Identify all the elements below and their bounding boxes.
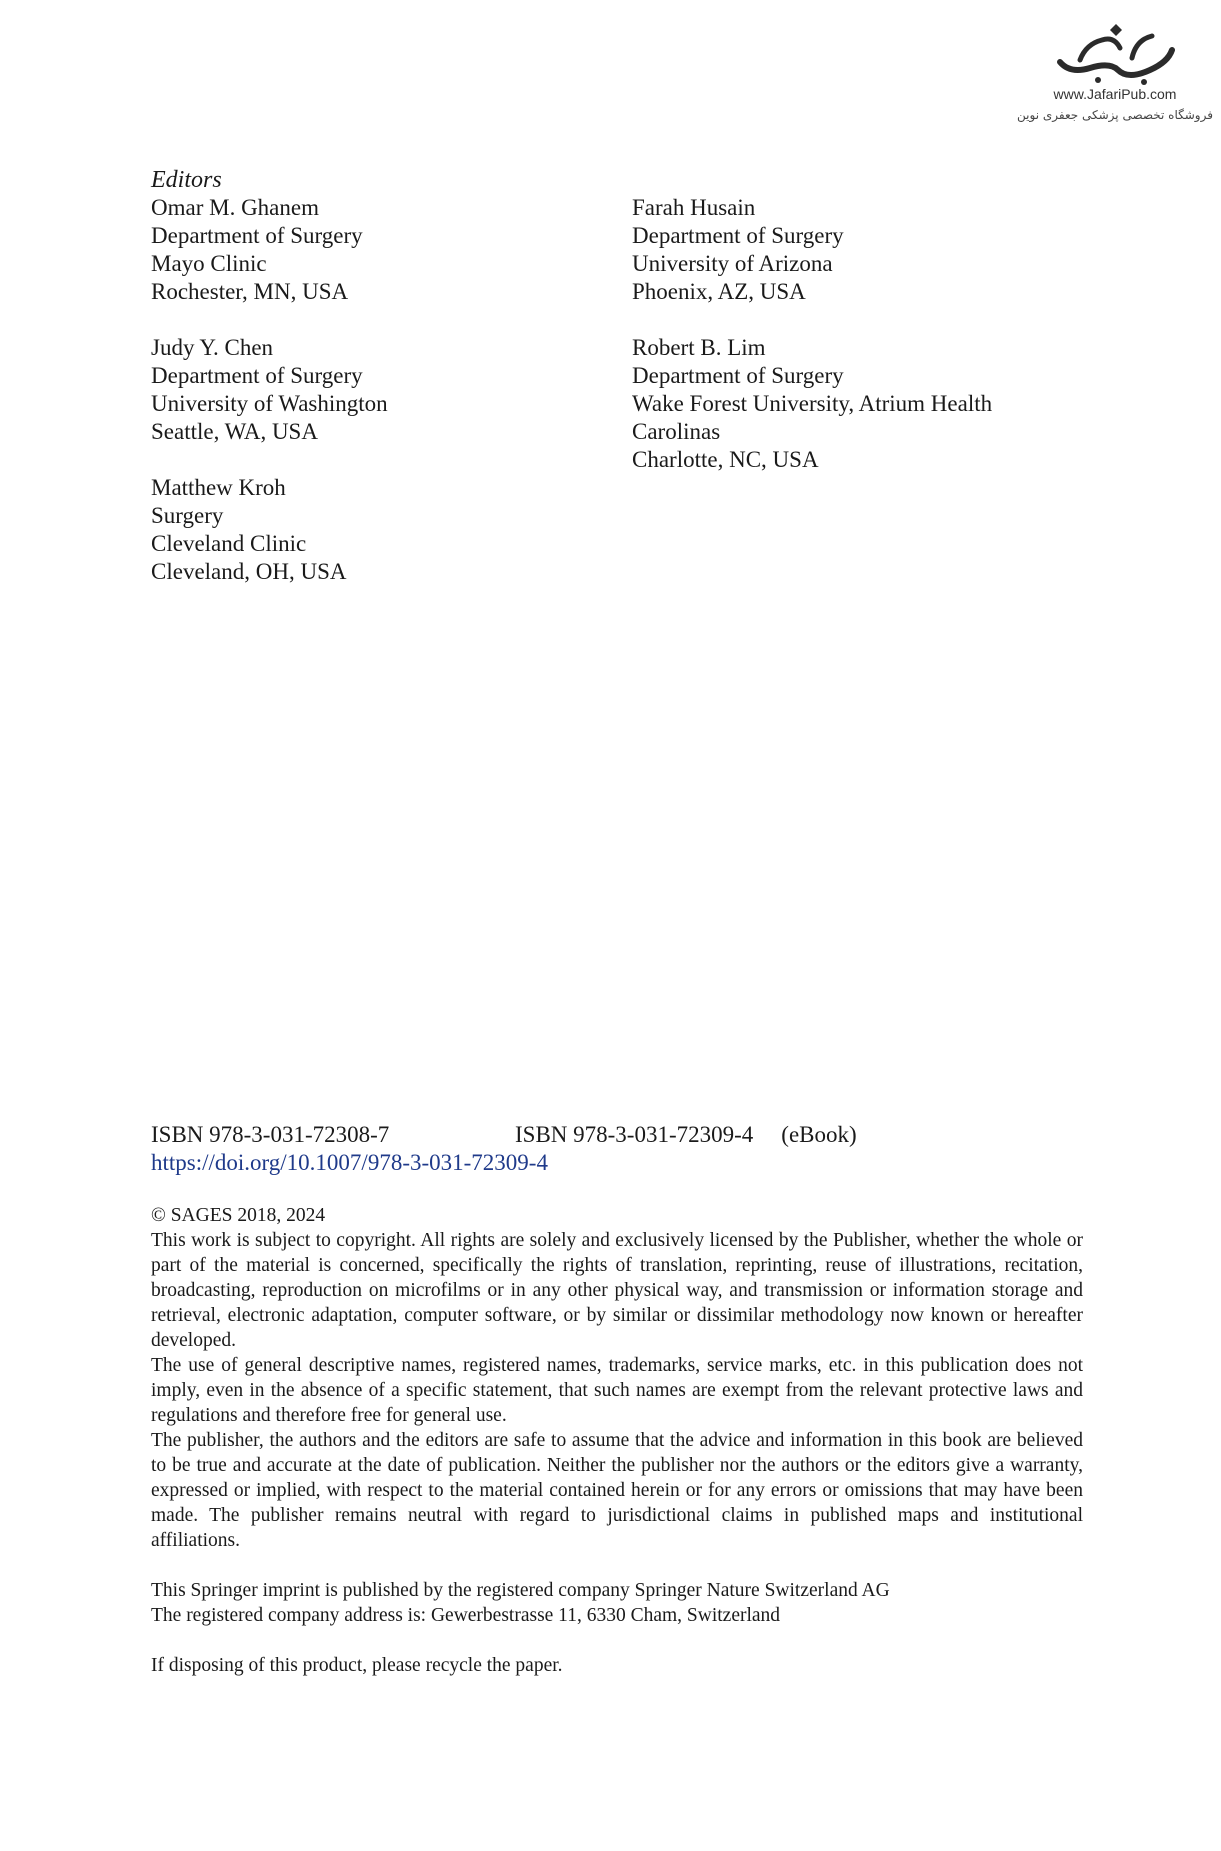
editor-affiliation-line: University of Arizona [632, 251, 833, 276]
editor-affiliation-line: Carolinas [632, 419, 721, 444]
editor-affiliation-line: University of Washington [151, 391, 388, 416]
editor-block [632, 334, 992, 474]
legal-notice [151, 1203, 1083, 1678]
recycle-note: If disposing of this product, please recycle the paper. [151, 1655, 563, 1676]
editor-affiliation-line: Cleveland Clinic [151, 531, 307, 556]
copyright-line: © SAGES 2018, 2024 [151, 1205, 326, 1226]
isbn-print: ISBN 978-3-031-72308-7 [151, 1122, 390, 1147]
editor-block [151, 194, 363, 306]
editor-affiliation-line: Phoenix, AZ, USA [632, 279, 806, 304]
editor-affiliation-line: Seattle, WA, USA [151, 419, 318, 444]
isbn-row [151, 1121, 857, 1149]
editor-name: Robert B. Lim [632, 335, 766, 360]
imprint-line: This Springer imprint is published by the registered company Springer Nature Switzerland AG [151, 1580, 890, 1601]
editor-block [151, 474, 346, 586]
editor-name: Matthew Kroh [151, 475, 286, 500]
doi-link[interactable]: https://doi.org/10.1007/978-3-031-72309-4 [151, 1150, 548, 1175]
editor-affiliation-line: Wake Forest University, Atrium Health [632, 391, 993, 416]
publisher-watermark [1010, 22, 1220, 142]
editor-name: Judy Y. Chen [151, 335, 274, 360]
watermark-site: www.JafariPub.com [1053, 86, 1177, 102]
editor-affiliation-line: Cleveland, OH, USA [151, 559, 347, 584]
imprint-line: The registered company address is: Gewerbestrasse 11, 6330 Cham, Switzerland [151, 1605, 781, 1626]
editor-affiliation-line: Department of Surgery [632, 363, 844, 388]
editors-heading: Editors [151, 167, 222, 193]
legal-paragraph: The use of general descriptive names, registered names, trademarks, service marks, etc. in this publication does not imply, even in the absence of a specific statement, that such names are exempt from the relevant protective laws and regulations and therefore free for general use. [151, 1355, 1083, 1426]
editor-affiliation-line: Rochester, MN, USA [151, 279, 349, 304]
editor-affiliation-line: Surgery [151, 503, 224, 528]
watermark-tagline: فروشگاه تخصصی پزشکی جعفری نوین [1017, 108, 1213, 122]
editor-affiliation-line: Department of Surgery [632, 223, 844, 248]
editor-name: Omar M. Ghanem [151, 195, 319, 220]
isbn-ebook: ISBN 978-3-031-72309-4 [515, 1122, 754, 1147]
isbn-ebook-label: (eBook) [781, 1122, 857, 1147]
editor-affiliation-line: Department of Surgery [151, 223, 363, 248]
jafaripub-logo-icon [1040, 22, 1190, 88]
editor-affiliation-line: Charlotte, NC, USA [632, 447, 819, 472]
editor-block [151, 334, 388, 446]
legal-paragraph: The publisher, the authors and the editors are safe to assume that the advice and information in this book are believed to be true and accurate at the date of publication. Neither the publisher nor the authors or the editors give a warranty, expressed or implied, with respect to the material contained herein or for any errors or omissions that may have been made. The publisher remains neutral with regard to jurisdictional claims in published maps and institutional affiliations. [151, 1430, 1083, 1551]
editor-affiliation-line: Department of Surgery [151, 363, 363, 388]
editor-block [632, 194, 844, 306]
legal-paragraph: This work is subject to copyright. All rights are solely and exclusively licensed by the Publisher, whether the whole or part of the material is concerned, specifically the rights of translation, reprinting, reuse of illustrations, recitation, broadcasting, reproduction on microfilms or in any other physical way, and transmission or information storage and retrieval, electronic adaptation, computer software, or by similar or dissimilar methodology now known or hereafter developed. [151, 1230, 1083, 1351]
editor-name: Farah Husain [632, 195, 756, 220]
editor-affiliation-line: Mayo Clinic [151, 251, 267, 276]
